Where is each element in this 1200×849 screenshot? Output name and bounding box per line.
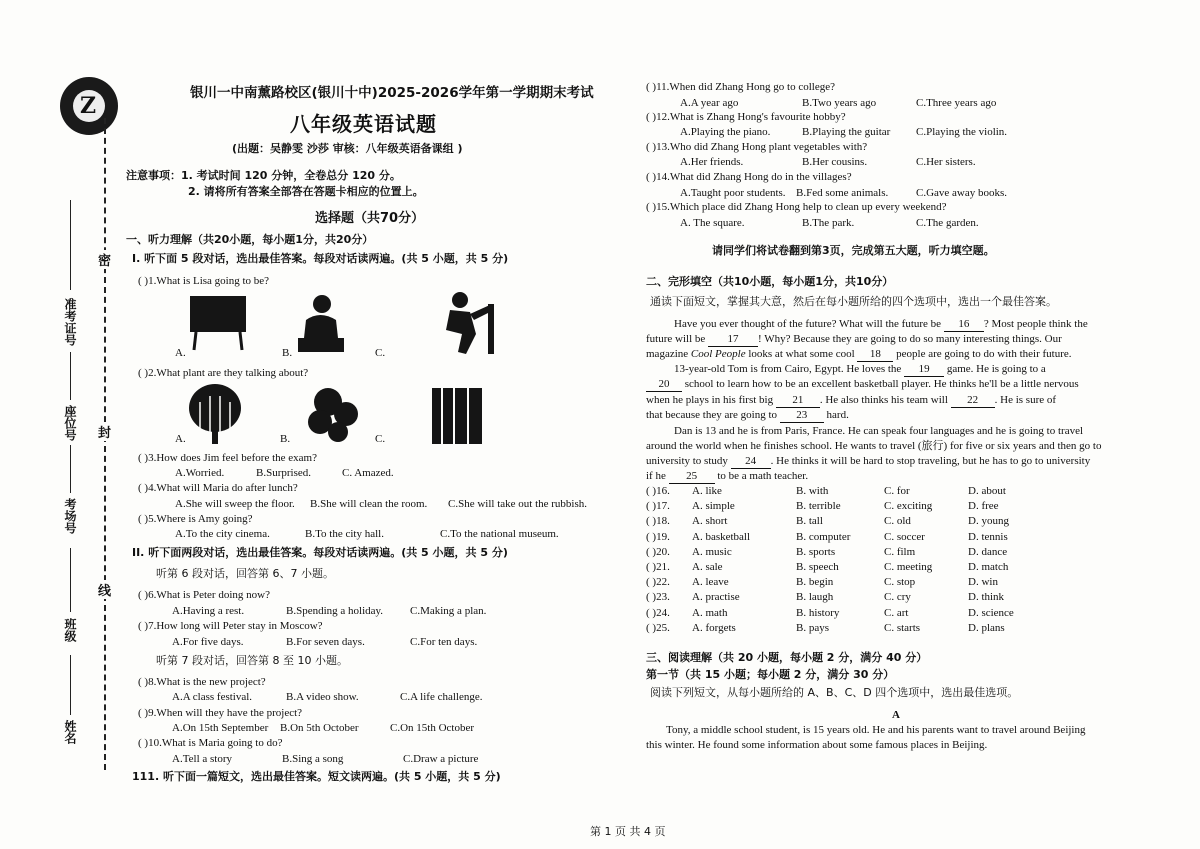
cloze-option-b: B. laugh [796, 591, 834, 604]
reading-p1: Tony, a middle school student, is 15 years old. He and his parents want to travel around Beijing [666, 724, 1086, 736]
cloze-p2-line4 [646, 408, 849, 423]
reading-section1: 第一节（共 15 小题；每小题 2 分，满分 30 分） [646, 668, 895, 681]
q8-option-c: C.A life challenge. [400, 691, 483, 703]
text: people are going to do with their future. [896, 348, 1072, 360]
q3-option-c: C. Amazed. [342, 467, 394, 479]
blank-21: 21 [776, 393, 820, 408]
cloze-option-c: C. soccer [884, 530, 925, 543]
blank-19: 19 [904, 362, 944, 377]
seal-char-mi: 密 [98, 250, 111, 269]
reading-p2: this winter. He found some information about some famous places in Beijing. [646, 739, 988, 751]
cloze-option-c: C. cry [884, 591, 911, 604]
page-footer: 第 1 页 共 4 页 [590, 825, 666, 838]
q14-option-b: B.Fed some animals. [796, 187, 889, 199]
listening-heading: 一、听力理解（共20小题，每小题1分，共20分） [126, 233, 374, 246]
cloze-option-a: A. basketball [692, 530, 751, 543]
q1-option-c: C. [375, 347, 386, 359]
seal-dashed-line [104, 118, 106, 770]
question-14: ( )14.What did Zhang Hong do in the villages? [646, 171, 852, 183]
cloze-option-a: A. leave [692, 576, 729, 589]
question-8: ( )8.What is the new project? [138, 676, 266, 688]
cloze-option-b: B. computer [796, 530, 851, 543]
reading-heading: 三、阅读理解（共 20 小题，每小题 2 分，满分 40 分） [646, 651, 928, 664]
cloze-option-d: D. think [968, 591, 1005, 604]
cloze-option-d: D. young [968, 515, 1009, 528]
text: 13-year-old Tom is from Cairo, Egypt. He loves the [674, 363, 902, 375]
text: if he [646, 470, 666, 482]
willow-tree-picture [189, 384, 241, 444]
cloze-option-a: A. practise [692, 591, 740, 604]
q10-option-a: A.Tell a story [172, 753, 233, 765]
cloze-option-c: C. starts [884, 621, 921, 634]
q10-option-b: B.Sing a song [282, 753, 344, 765]
q6-option-b: B.Spending a holiday. [286, 605, 384, 617]
turn-page-note: 请同学们将试卷翻到第3页，完成第五大题，听力填空题。 [712, 244, 995, 257]
cloze-question-number: ( )19. [646, 530, 670, 543]
cook-picture [298, 295, 344, 352]
notice-2: 2. 请将所有答案全部答在答题卡相应的位置上。 [188, 185, 424, 198]
cloze-p2-line1 [674, 362, 1046, 377]
q2-option-c: C. [375, 433, 386, 445]
text: . He thinks it will be hard to stop traveling, but he has to go to university [770, 455, 1091, 467]
field-line [70, 548, 71, 612]
cloze-option-a: A. math [692, 606, 728, 619]
field-line [70, 445, 71, 493]
q15-option-b: B.The park. [802, 217, 855, 229]
cloze-option-c: C. exciting [884, 500, 933, 513]
q7-option-a: A.For five days. [172, 636, 244, 648]
cloze-option-a: A. sale [692, 561, 723, 573]
cloze-question-number: ( )24. [646, 606, 670, 619]
question-1: ( )1.What is Lisa going to be? [138, 275, 270, 287]
blank-23: 23 [780, 408, 824, 423]
q14-option-c: C.Gave away books. [916, 187, 1008, 199]
text: game. He is going to a [946, 363, 1046, 375]
cloze-p3-line3 [646, 454, 1090, 469]
question-12: ( )12.What is Zhang Hong's favourite hobby? [646, 111, 846, 123]
question-4: ( )4.What will Maria do after lunch? [138, 482, 298, 494]
q14-option-a: A.Taught poor students. [680, 187, 786, 199]
text: school to learn how to be an excellent basketball player. He thinks he'll be a little nervous [684, 378, 1079, 390]
listening-part3: 111. 听下面一篇短文，选出最佳答案。短文读两遍。(共 5 小题，共 5 分) [132, 770, 501, 783]
cloze-option-b: B. pays [796, 621, 829, 634]
authors: (出题：吴静雯 沙莎 审核：八年级英语备课组 ) [232, 142, 463, 155]
cloze-option-c: C. film [884, 545, 916, 558]
field-line [70, 352, 71, 400]
q10-option-c: C.Draw a picture [403, 753, 479, 765]
cloze-option-a: A. simple [692, 500, 735, 513]
exam-title: 八年级英语试题 [290, 112, 437, 136]
q11-option-c: C.Three years ago [916, 97, 997, 109]
q2-option-b: B. [280, 433, 291, 445]
cloze-option-b: B. tall [796, 515, 823, 528]
q9-option-b: B.On 5th October [280, 722, 359, 734]
cloze-option-d: D. about [968, 485, 1006, 497]
cloze-option-b: B. sports [796, 545, 836, 558]
text: when he plays in his first big [646, 394, 774, 406]
listening-part2: II. 听下面两段对话，选出最佳答案。每段对话读两遍。(共 5 小题，共 5 分) [132, 546, 508, 559]
cloze-option-d: D. match [968, 561, 1009, 573]
cloze-option-b: B. speech [796, 561, 839, 573]
q13-option-a: A.Her friends. [680, 156, 744, 168]
cloze-question-number: ( )16. [646, 485, 670, 497]
q11-option-a: A.A year ago [680, 97, 739, 109]
q11-option-b: B.Two years ago [802, 97, 877, 109]
cloze-option-c: C. art [884, 606, 909, 619]
question-7: ( )7.How long will Peter stay in Moscow? [138, 620, 323, 632]
q1-option-a: A. [175, 347, 186, 359]
blank-25: 25 [669, 469, 715, 484]
q1-option-b: B. [282, 347, 293, 359]
field-line [70, 200, 71, 290]
cloze-instruction: 通读下面短文，掌握其大意，然后在每小题所给的四个选项中，选出一个最佳答案。 [650, 295, 1057, 308]
cloze-p1-line1 [674, 317, 1088, 332]
cloze-question-number: ( )25. [646, 621, 670, 634]
q12-option-c: C.Playing the violin. [916, 126, 1008, 138]
q9-option-c: C.On 15th October [390, 722, 475, 734]
q6-option-a: A.Having a rest. [172, 605, 245, 617]
text: . He is sure of [994, 394, 1057, 406]
cloze-option-c: C. meeting [884, 561, 933, 573]
q7-option-c: C.For ten days. [410, 636, 478, 648]
passage-label-a: A [892, 709, 900, 721]
right-column [640, 0, 1140, 849]
notice-1: 注意事项：1. 考试时间 120 分钟，全卷总分 120 分。 [126, 169, 401, 182]
q3-option-b: B.Surprised. [256, 467, 311, 479]
q15-option-a: A. The square. [680, 217, 745, 229]
text: magazine [646, 348, 689, 360]
field-line [70, 655, 71, 715]
school-title: 银川一中南薰路校区(银川十中)2025-2026学年第一学期期末考试 [190, 85, 594, 101]
cloze-question-number: ( )22. [646, 576, 670, 589]
cloze-question-number: ( )21. [646, 561, 670, 573]
question-5: ( )5.Where is Amy going? [138, 513, 253, 525]
q12-option-b: B.Playing the guitar [802, 126, 891, 138]
q4-option-a: A.She will sweep the floor. [175, 498, 295, 510]
blank-18: 18 [857, 347, 893, 362]
seal-char-feng: 封 [98, 422, 111, 441]
label-exam-number: 准考证号 [63, 298, 77, 346]
cloze-p1-line2 [646, 332, 1062, 347]
cloze-option-a: A. like [692, 485, 722, 497]
cloze-heading: 二、完形填空（共10小题，每小题1分，共10分） [646, 275, 894, 288]
question-6: ( )6.What is Peter doing now? [138, 589, 270, 601]
cloze-option-d: D. free [968, 500, 999, 513]
left-column [120, 0, 620, 849]
cloze-option-b: B. history [796, 606, 840, 619]
cloze-question-number: ( )17. [646, 500, 670, 513]
q6-option-c: C.Making a plan. [410, 605, 487, 617]
cloze-question-number: ( )18. [646, 515, 670, 528]
q4-option-b: B.She will clean the room. [310, 498, 428, 510]
cloze-option-d: D. win [968, 576, 998, 589]
text: future will be [646, 333, 706, 345]
q8-option-a: A.A class festival. [172, 691, 253, 703]
text: university to study [646, 455, 728, 467]
q3-option-a: A.Worried. [175, 467, 225, 479]
label-name: 姓名 [63, 720, 77, 744]
cloze-option-d: D. science [968, 606, 1014, 619]
cloze-p2-line2 [646, 377, 1079, 392]
question-3: ( )3.How does Jim feel before the exam? [138, 452, 317, 464]
label-class: 班级 [63, 618, 77, 642]
cloze-option-c: C. stop [884, 576, 916, 589]
cloze-option-d: D. plans [968, 621, 1005, 634]
cloze-option-c: C. old [884, 515, 911, 528]
blank-22: 22 [951, 393, 995, 408]
cloze-option-b: B. with [796, 485, 829, 497]
dialog-6-note: 听第 6 段对话，回答第 6、7 小题。 [156, 567, 334, 580]
label-room-number: 考场号 [63, 498, 77, 534]
seal-char-xian: 线 [98, 580, 111, 599]
cloze-option-a: A. short [692, 515, 728, 528]
label-seat-number: 座位号 [63, 405, 77, 441]
question-11: ( )11.When did Zhang Hong go to college? [646, 81, 835, 93]
blank-24: 24 [731, 454, 771, 469]
q4-option-c: C.She will take out the rubbish. [448, 498, 588, 510]
text: that because they are going to [646, 409, 778, 421]
question-15: ( )15.Which place did Zhang Hong help to clean up every weekend? [646, 201, 947, 213]
q12-option-a: A.Playing the piano. [680, 126, 771, 138]
blank-17: 17 [708, 332, 758, 347]
q5-option-a: A.To the city cinema. [175, 528, 270, 540]
text: Have you ever thought of the future? What will the future be [674, 318, 942, 330]
cloze-option-a: A. music [692, 545, 732, 558]
text: . He also thinks his team will [819, 394, 948, 406]
flower-plant-picture [308, 388, 358, 442]
cloze-p2-line3 [646, 393, 1056, 408]
dancer-picture [446, 292, 494, 354]
q7-option-b: B.For seven days. [286, 636, 365, 648]
dialog-7-note: 听第 7 段对话，回答第 8 至 10 小题。 [156, 654, 348, 667]
cloze-option-a: A. forgets [692, 621, 736, 634]
text: looks at what some cool [748, 348, 855, 360]
q13-option-c: C.Her sisters. [916, 156, 976, 168]
q9-option-a: A.On 15th September [172, 722, 269, 734]
question-10: ( )10.What is Maria going to do? [138, 737, 283, 749]
question-13: ( )13.Who did Zhang Hong plant vegetables with? [646, 141, 868, 153]
cloze-p3-line1: Dan is 13 and he is from Paris, France. He can speak four languages and he is going to travel [674, 425, 1084, 437]
q5-option-b: B.To the city hall. [305, 528, 384, 540]
cloze-option-c: C. for [884, 485, 910, 497]
text: ! Why? Because they are going to do so many interesting things. Our [758, 333, 1062, 345]
cloze-p1-line3 [646, 347, 1072, 362]
cloze-p3-line2: around the world when he finishes school. He wants to travel (旅行) for five or six years and then go to [646, 440, 1102, 452]
q15-option-c: C.The garden. [916, 217, 979, 229]
cloze-option-b: B. begin [796, 576, 834, 589]
cloze-option-b: B. terrible [796, 500, 841, 513]
cloze-question-number: ( )23. [646, 591, 670, 604]
blank-20: 20 [646, 377, 682, 392]
question-2: ( )2.What plant are they talking about? [138, 367, 309, 379]
text: ? Most people think the [983, 318, 1088, 330]
question-9: ( )9.When will they have the project? [138, 707, 303, 719]
cloze-question-number: ( )20. [646, 545, 670, 558]
text: hard. [826, 409, 849, 421]
magazine-name: Cool People [690, 348, 746, 360]
blank-16: 16 [944, 317, 984, 332]
text: to be a math teacher. [717, 470, 809, 482]
cloze-p3-line4 [646, 469, 808, 484]
cloze-option-d: D. tennis [968, 530, 1008, 543]
binding-margin [0, 0, 112, 849]
q8-option-b: B.A video show. [286, 691, 359, 703]
q5-option-c: C.To the national museum. [440, 528, 559, 540]
bamboo-picture [432, 388, 482, 444]
blackboard-picture [190, 296, 246, 332]
school-logo: Z [60, 77, 118, 135]
listening-part1: I. 听下面 5 段对话，选出最佳答案。每段对话读两遍。(共 5 小题，共 5 分) [132, 252, 509, 265]
q2-option-a: A. [175, 433, 186, 445]
q13-option-b: B.Her cousins. [802, 156, 868, 168]
choice-title: 选择题（共70分） [315, 211, 425, 226]
cloze-option-d: D. dance [968, 545, 1008, 558]
reading-instruction: 阅读下列短文，从每小题所给的 A、B、C、D 四个选项中，选出最佳选项。 [650, 686, 1019, 699]
